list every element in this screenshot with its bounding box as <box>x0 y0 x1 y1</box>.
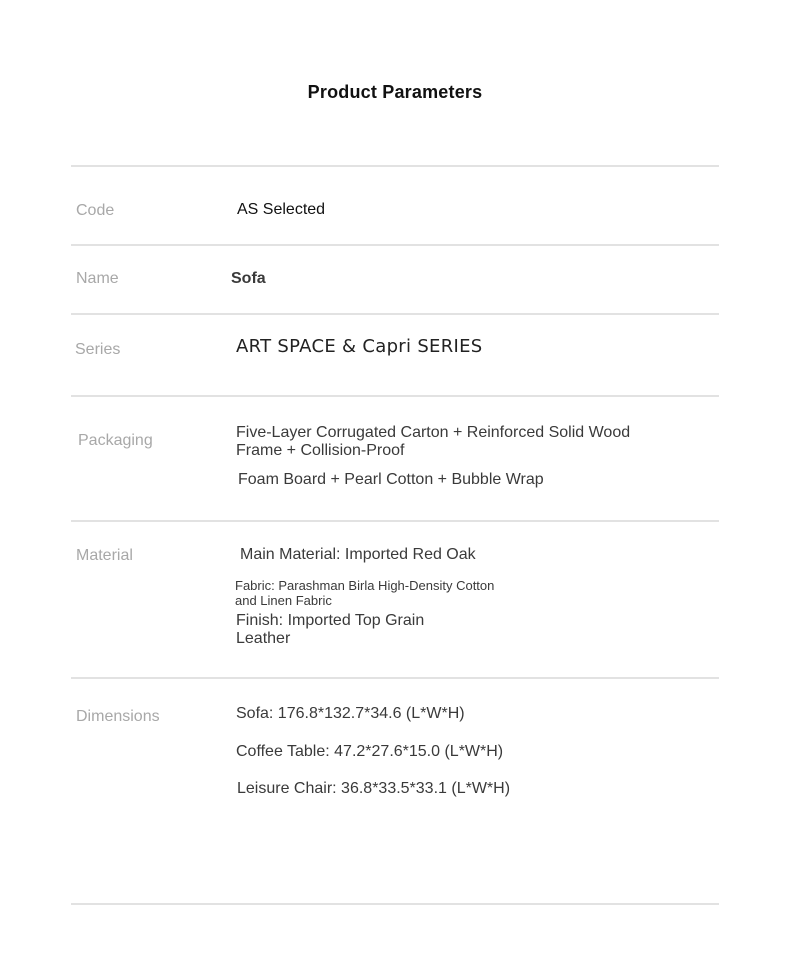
packaging-line: Frame + Collision-Proof <box>236 442 405 459</box>
series-label: Series <box>75 341 121 358</box>
packaging-line: Foam Board + Pearl Cotton + Bubble Wrap <box>238 471 544 488</box>
divider <box>71 313 719 315</box>
packaging-line: Five-Layer Corrugated Carton + Reinforced Solid Wood <box>236 424 631 441</box>
material-line: and Linen Fabric <box>235 593 332 608</box>
dimensions-label: Dimensions <box>76 708 160 725</box>
code-label: Code <box>76 202 115 219</box>
material-label: Material <box>76 547 133 564</box>
page-title: Product Parameters <box>307 82 483 102</box>
divider <box>71 903 719 905</box>
divider <box>71 395 719 397</box>
code-value: AS Selected <box>237 201 326 218</box>
material-line: Finish: Imported Top Grain <box>236 612 425 629</box>
dimensions-line: Coffee Table: 47.2*27.6*15.0 (L*W*H) <box>236 743 504 760</box>
divider <box>71 520 719 522</box>
packaging-label: Packaging <box>78 432 153 449</box>
dimensions-line: Leisure Chair: 36.8*33.5*33.1 (L*W*H) <box>237 780 511 797</box>
material-line: Fabric: Parashman Birla High-Density Cotton <box>235 578 495 593</box>
divider <box>71 165 719 167</box>
dimensions-line: Sofa: 176.8*132.7*34.6 (L*W*H) <box>236 705 465 722</box>
name-value: Sofa <box>231 270 266 287</box>
divider <box>71 244 719 246</box>
name-label: Name <box>76 270 119 287</box>
material-line: Main Material: Imported Red Oak <box>240 546 476 563</box>
divider <box>71 677 719 679</box>
material-line: Leather <box>236 630 291 647</box>
series-value: ART SPACE & Capri SERIES <box>236 336 483 357</box>
